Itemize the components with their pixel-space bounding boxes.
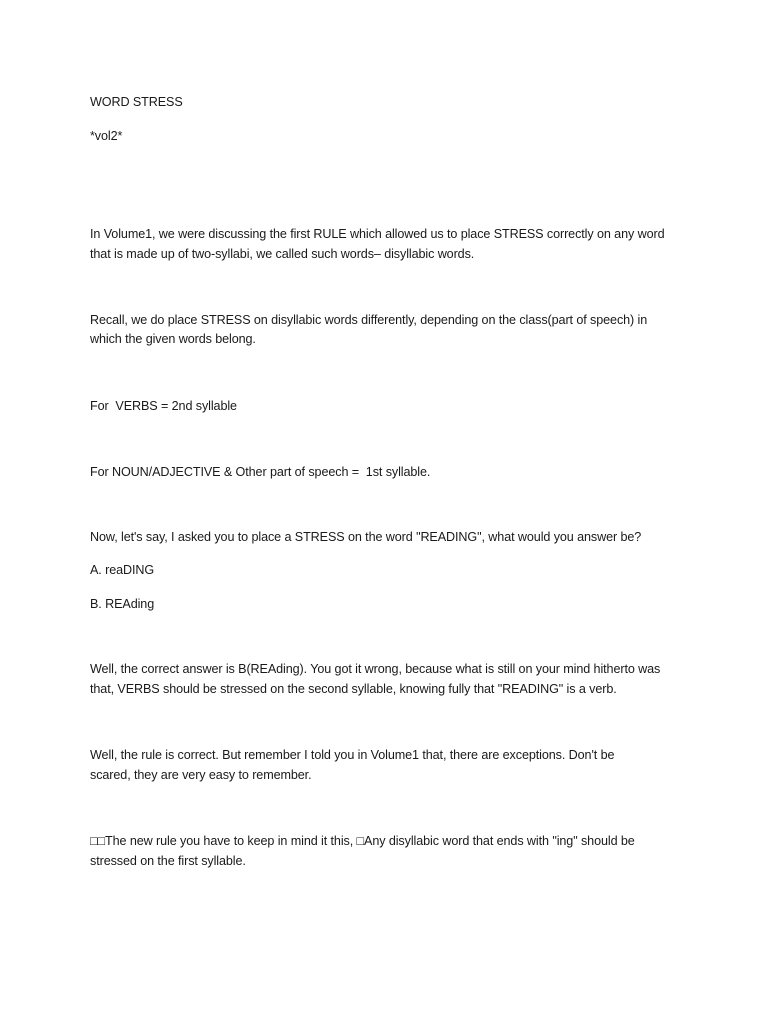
paragraph-new-rule-line-1: □□The new rule you have to keep in mind it this, □Any disyllabic word that ends with "ing" should be <box>90 834 635 848</box>
document-title: WORD STRESS <box>90 95 183 109</box>
paragraph-new-rule-line-2: stressed on the first syllable. <box>90 854 246 868</box>
paragraph-verbs-rule: For VERBS = 2nd syllable <box>90 399 237 413</box>
paragraph-2-line-1: Recall, we do place STRESS on disyllabic words differently, depending on the class(part of speech) in <box>90 313 648 327</box>
paragraph-1-line-1: In Volume1, we were discussing the first RULE which allowed us to place STRESS correctly on any word <box>90 227 665 241</box>
paragraph-question: Now, let's say, I asked you to place a STRESS on the word "READING", what would you answer be? <box>90 530 642 544</box>
option-a: A. reaDING <box>90 563 155 577</box>
paragraph-exceptions-line-2: scared, they are very easy to remember. <box>90 768 312 782</box>
option-b: B. REAding <box>90 597 155 611</box>
paragraph-1-line-2: that is made up of two-syllabi, we called such words– disyllabic words. <box>90 247 475 261</box>
document-subtitle: *vol2* <box>90 129 123 143</box>
paragraph-noun-rule: For NOUN/ADJECTIVE & Other part of speech = 1st syllable. <box>90 465 431 479</box>
paragraph-2-line-2: which the given words belong. <box>90 332 256 346</box>
paragraph-exceptions-line-1: Well, the rule is correct. But remember I told you in Volume1 that, there are exceptions. Don't be <box>90 748 615 762</box>
paragraph-answer-line-1: Well, the correct answer is B(REAding). You got it wrong, because what is still on your mind hitherto was <box>90 662 661 676</box>
paragraph-answer-line-2: that, VERBS should be stressed on the second syllable, knowing fully that "READING" is a verb. <box>90 682 617 696</box>
